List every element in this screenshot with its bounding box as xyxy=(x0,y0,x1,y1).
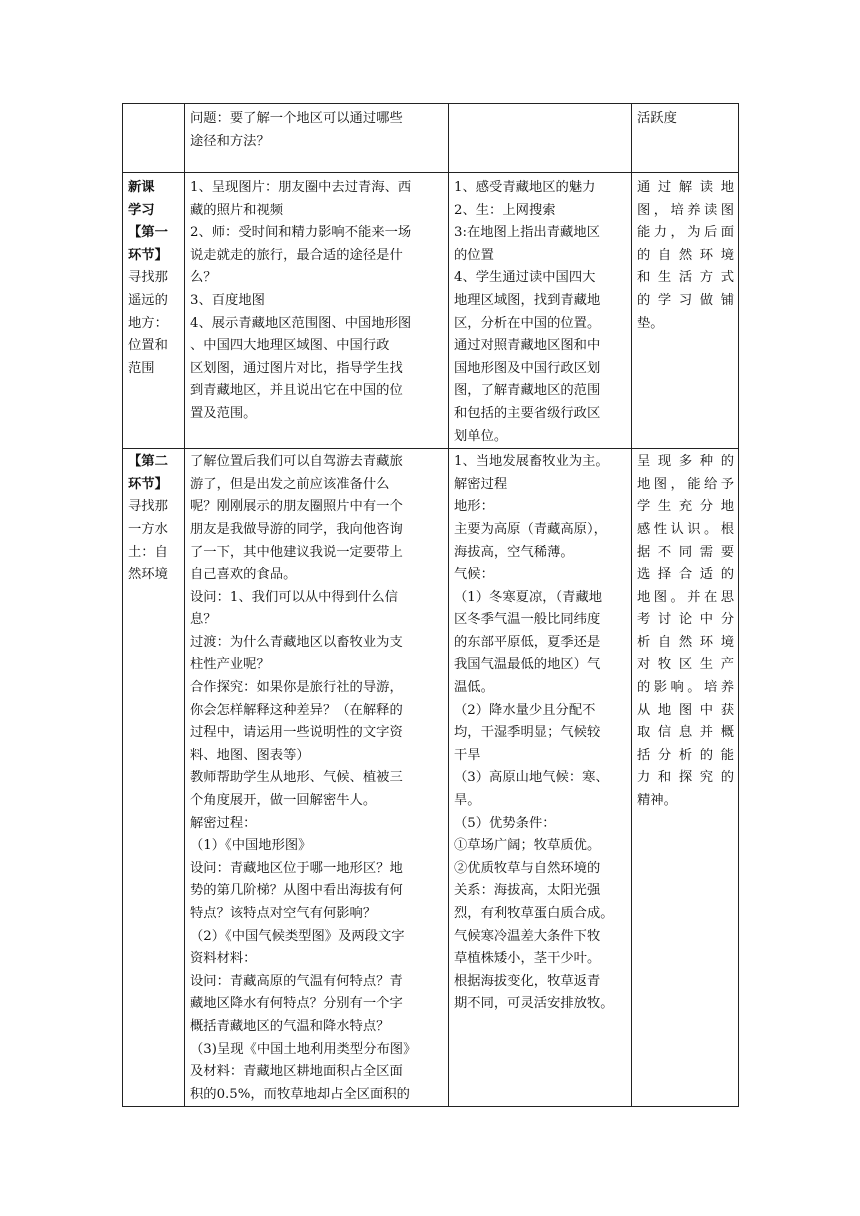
cell-line: 解密过程： xyxy=(190,815,257,831)
cell-line: 到青藏地区，并且说出它在中国的位 xyxy=(190,383,403,399)
cell-line: 区冬季气温一般比同纬度 xyxy=(454,612,601,628)
cell-line: 的东部平原低，夏季还是 xyxy=(454,634,601,650)
cell-line: 游了，但是出发之前应该准备什么 xyxy=(190,476,390,492)
cell-line: 据不同需要 xyxy=(637,544,734,560)
cell-line: 地图，能给予 xyxy=(637,476,734,492)
cell-line: 朋友是我做导游的同学，我向他咨询 xyxy=(190,521,403,537)
cell-line: 地方： xyxy=(128,315,168,331)
cell-line: 4、学生通过读中国四大 xyxy=(454,270,596,286)
cell-line: 地理区域图，找到青藏地 xyxy=(454,292,601,308)
cell-line: 势的第几阶梯？从图中看出海拔有何 xyxy=(190,883,403,899)
cell-line: 国地形图及中国行政区划 xyxy=(454,360,601,376)
cell-line: 取信息并概 xyxy=(637,725,734,741)
cell-line: 图，了解青藏地区的范围 xyxy=(454,383,601,399)
cell-line: 烈，有利牧草蛋白质合成。 xyxy=(454,906,614,921)
cell-line: 置及范围。 xyxy=(190,405,257,421)
cell-line: 过渡：为什么青藏地区以畜牧业为支 xyxy=(190,634,403,650)
cell-line: 料、地图、图表等） xyxy=(190,747,310,763)
cell-line: 、中国四大地理区域图、中国行政 xyxy=(190,338,390,354)
cell-line: 你会怎样解释这种差异？（在解释的 xyxy=(190,702,403,718)
cell-line: 新课 xyxy=(128,180,155,195)
cell-line: 均，干湿季明显；气候较 xyxy=(454,725,601,741)
cell-line: 气候寒冷温差大条件下牧 xyxy=(454,928,601,944)
cell-line: 积的0.5%，而牧草地却占全区面积的 xyxy=(190,1086,410,1102)
cell-line: 选择合适的 xyxy=(637,567,734,583)
cell-line: 资料材料： xyxy=(190,951,257,967)
cell-line: 合作探究：如果你是旅行社的导游， xyxy=(190,680,403,696)
cell-line: 对牧区生产 xyxy=(637,657,734,673)
stage-cell xyxy=(123,173,185,449)
cell-line: （3)呈现《中国土地利用类型分布图》 xyxy=(190,1041,417,1057)
cell-line: 范围 xyxy=(128,360,155,376)
cell-line: 海拔高，空气稀薄。 xyxy=(454,544,574,560)
cell-line: 设问：1、我们可以从中得到什么信 xyxy=(190,589,398,605)
cell-line: 设问：青藏高原的气温有何特点？青 xyxy=(190,973,403,989)
cell-line: 2、师：受时间和精力影响不能来一场 xyxy=(190,225,412,241)
cell-line: （1）《中国地形图》 xyxy=(190,838,312,854)
cell-line: ①草场广阔；牧草质优。 xyxy=(454,838,601,854)
cell-line: 干旱 xyxy=(454,747,481,763)
cell-line: 藏地区降水有何特点？分别有一个字 xyxy=(190,996,403,1012)
cell-line: 么？ xyxy=(190,270,217,286)
cell-line: 遥远的 xyxy=(128,292,168,308)
cell-line: 从地图中获 xyxy=(637,702,734,718)
cell-line: 垫。 xyxy=(637,315,664,331)
cell-line: 的学习做铺 xyxy=(637,292,734,308)
lesson-plan-table xyxy=(122,103,739,1107)
table-row xyxy=(123,449,739,1107)
cell-line: 1、当地发展畜牧业为主。 xyxy=(454,454,609,470)
cell-line: 括分析的能 xyxy=(637,747,734,763)
cell-line: 3:在地图上指出青藏地区 xyxy=(454,225,600,241)
teacher-activity-cell xyxy=(185,173,449,449)
cell-line: 感性认识。根 xyxy=(637,521,734,537)
cell-line: 呈现多种的 xyxy=(637,454,734,470)
cell-line: 概括青藏地区的气温和降水特点？ xyxy=(190,1018,390,1034)
cell-line: 的位置 xyxy=(454,247,494,263)
student-activity-cell xyxy=(449,449,632,1107)
cell-line: 3、百度地图 xyxy=(190,292,265,308)
design-intent-cell xyxy=(632,173,739,449)
cell-line: 【第二 xyxy=(128,454,168,470)
cell-line: 关系：海拔高，太阳光强 xyxy=(454,883,601,899)
cell-line: 了一下，其中他建议我说一定要带上 xyxy=(190,544,403,560)
cell-line: 1、呈现图片：朋友圈中去过青海、西 xyxy=(190,180,412,195)
cell-line: 说走就走的旅行，最合适的途径是什 xyxy=(190,247,403,263)
stage-cell xyxy=(123,449,185,1107)
cell-line: 力和探究的 xyxy=(637,770,734,786)
cell-line: 期不同，可灵活安排放牧。 xyxy=(454,996,614,1012)
cell-line: 问题：要了解一个地区可以通过哪些 xyxy=(190,111,403,126)
cell-line: 和包括的主要省级行政区 xyxy=(454,405,601,421)
cell-line: 环节】 xyxy=(128,476,168,492)
cell-line: 途径和方法？ xyxy=(190,133,270,149)
cell-line: （2）《中国气候类型图》及两段文字 xyxy=(190,928,405,944)
design-intent-cell xyxy=(632,449,739,1107)
cell-line: 过程中，请运用一些说明性的文字资 xyxy=(190,725,403,741)
cell-line: 了解位置后我们可以自驾游去青藏旅 xyxy=(190,454,403,470)
cell-line: （3）高原山地气候：寒、 xyxy=(454,770,609,786)
cell-line: 【第一 xyxy=(128,225,168,241)
cell-line: 设问：青藏地区位于哪一地形区？地 xyxy=(190,860,403,876)
student-activity-cell xyxy=(449,104,632,173)
cell-line: 的自然环境 xyxy=(637,247,734,263)
cell-line: 通过对照青藏地区图和中 xyxy=(454,338,601,354)
cell-line: 环节】 xyxy=(128,247,168,263)
cell-line: 2、生：上网搜索 xyxy=(454,202,556,218)
cell-line: 的影响。培养 xyxy=(637,680,734,696)
cell-line: 划单位。 xyxy=(454,428,508,444)
cell-line: 析自然环境 xyxy=(637,634,734,650)
table-row xyxy=(123,173,739,449)
cell-line: 考讨论中分 xyxy=(637,612,734,628)
cell-line: 和生活方式 xyxy=(637,270,734,286)
cell-line: 寻找那 xyxy=(128,270,168,286)
cell-line: 柱性产业呢？ xyxy=(190,657,270,673)
cell-line: 一方水 xyxy=(128,521,168,537)
cell-line: 地图。并在思 xyxy=(637,589,734,605)
cell-line: 能力，为后面 xyxy=(637,225,734,241)
teacher-activity-cell xyxy=(185,104,449,173)
cell-line: 寻找那 xyxy=(128,499,168,515)
cell-line: 土：自 xyxy=(128,544,168,560)
cell-line: 4、展示青藏地区范围图、中国地形图 xyxy=(190,315,412,331)
cell-line: 藏的照片和视频 xyxy=(190,202,284,218)
cell-line: 区，分析在中国的位置。 xyxy=(454,315,601,331)
cell-line: 息？ xyxy=(190,612,217,628)
cell-line: 气候： xyxy=(454,567,494,583)
cell-line: （1）冬寒夏凉，（青藏地 xyxy=(454,589,603,605)
design-intent-cell xyxy=(632,104,739,173)
cell-line: 根据海拔变化，牧草返青 xyxy=(454,973,601,989)
cell-line: （5）优势条件： xyxy=(454,815,556,831)
cell-line: ②优质牧草与自然环境的 xyxy=(454,860,601,876)
cell-line: 个角度展开，做一回解密牛人。 xyxy=(190,793,377,809)
table-row xyxy=(123,104,739,173)
cell-line: 然环境 xyxy=(128,567,168,583)
cell-line: 学生充分地 xyxy=(637,499,734,515)
cell-line: 温低。 xyxy=(454,680,494,696)
stage-cell xyxy=(123,104,185,173)
cell-line: 及材料：青藏地区耕地面积占全区面 xyxy=(190,1064,403,1080)
cell-line: 地形： xyxy=(454,499,494,515)
cell-line: 通过解读地 xyxy=(637,180,734,195)
teacher-activity-cell xyxy=(185,449,449,1107)
cell-line: 1、感受青藏地区的魅力 xyxy=(454,180,596,195)
cell-line: 自己喜欢的食品。 xyxy=(190,567,297,583)
cell-line: 教师帮助学生从地形、气候、植被三 xyxy=(190,770,403,786)
cell-line: 图，培养读图 xyxy=(637,202,734,218)
student-activity-cell xyxy=(449,173,632,449)
cell-line: （2）降水量少且分配不 xyxy=(454,702,596,718)
cell-line: 区划图，通过图片对比，指导学生找 xyxy=(190,360,403,376)
cell-line: 旱。 xyxy=(454,793,481,809)
cell-line: 解密过程 xyxy=(454,476,508,492)
cell-line: 精神。 xyxy=(637,793,677,809)
cell-line: 活跃度 xyxy=(637,111,677,126)
cell-line: 草植株矮小，茎干少叶。 xyxy=(454,951,601,967)
cell-line: 位置和 xyxy=(128,338,168,354)
cell-line: 主要为高原（青藏高原）， xyxy=(454,521,607,537)
cell-line: 我国气温最低的地区）气 xyxy=(454,657,601,673)
cell-line: 特点？该特点对空气有何影响？ xyxy=(190,906,377,921)
cell-line: 呢？刚刚展示的朋友圈照片中有一个 xyxy=(190,499,403,515)
cell-line: 学习 xyxy=(128,202,155,218)
